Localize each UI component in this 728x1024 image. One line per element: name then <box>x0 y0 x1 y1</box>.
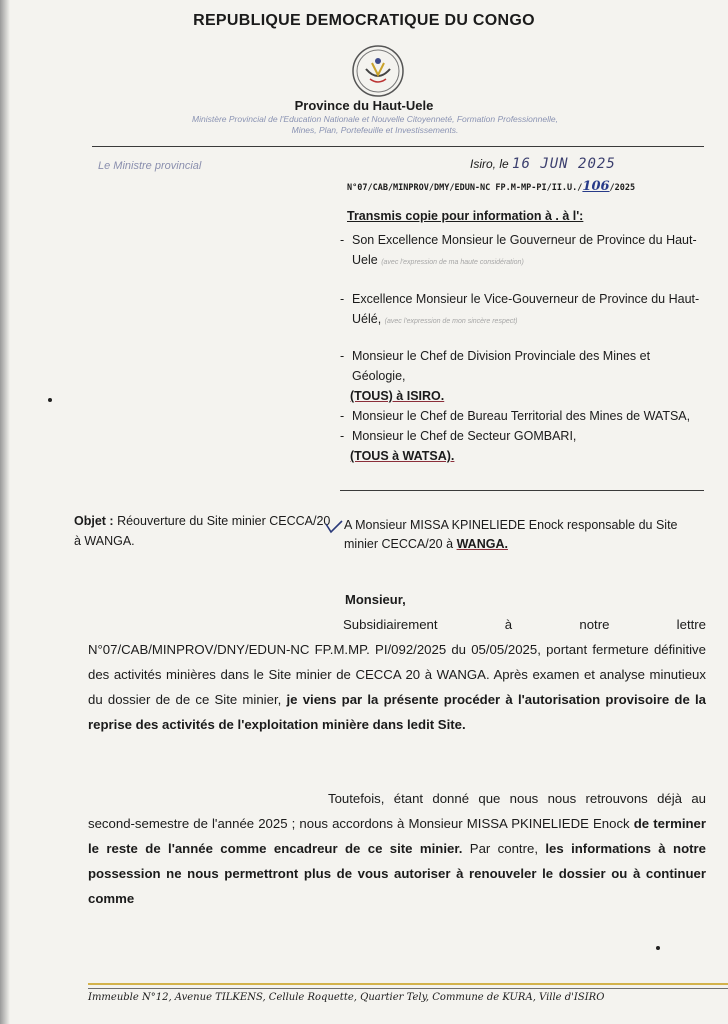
paragraph-2-bold-2: les informations à notre possession ne nous permettront plus de vous autoriser à renouveler le dossier ou à continuer comme <box>88 841 706 906</box>
ref-prefix: N°07/CAB/MINPROV/DMY/EDUN-NC FP.M-MP-PI/II.U./ <box>347 183 583 193</box>
paragraph-2-text: Toutefois, étant donné que nous nous retrouvons déjà au second-semestre de l'année 2025 ; nous accordons à Monsieur MISSA PKINELIEDE Enock <box>88 791 706 831</box>
ref-suffix: /2025 <box>609 183 636 193</box>
recipient-note: (avec l'expression de mon sincère respect) <box>384 318 518 325</box>
footer-rule-gold <box>88 983 728 985</box>
addressee-block <box>344 516 704 554</box>
ink-dot <box>48 398 52 402</box>
ministry-line-1: Ministère Provincial de l'Education Nationale et Nouvelle Citoyenneté, Formation Professionnelle, <box>192 114 558 124</box>
ministry-subtitle <box>95 114 655 136</box>
paragraph-1-text: Subsidiairement à notre lettre N°07/CAB/MINPROV/DNY/EDUN-NC FP.M.MP. PI/092/2025 du 05/05/2025, portant fermeture définitive des activités minières dans le Site minier de CECCA 20 à WANGA. Après examen et analyse minutieux du dossier de de ce Site minier, <box>88 617 706 707</box>
recipient-item: - Monsieur le Chef de Bureau Territorial des Mines de WATSA, <box>340 406 702 426</box>
date-prefix: Isiro, le <box>470 157 509 171</box>
recipients-divider <box>340 490 704 491</box>
footer-address: Immeuble N°12, Avenue TILKENS, Cellule Roquette, Quartier Tely, Commune de KURA, Ville d'ISIRO <box>88 992 605 1003</box>
subject-label: Objet : <box>74 514 114 528</box>
paragraph-1 <box>88 612 706 737</box>
recipient-item: - Excellence Monsieur le Vice-Gouverneur de Province du Haut-Uélé, (avec l'expression de mon sincère respect) <box>340 289 702 332</box>
check-mark-icon <box>325 520 343 534</box>
recipient-item: - Monsieur le Chef de Division Provinciale des Mines et Géologie, <box>340 346 702 386</box>
country-heading: REPUBLIQUE DEMOCRATIQUE DU CONGO <box>193 12 535 29</box>
recipient-list <box>340 230 702 466</box>
reference-number <box>347 179 635 194</box>
page-edge-shadow <box>0 0 10 1024</box>
ink-dot <box>656 946 660 950</box>
greeting: Monsieur, <box>345 592 406 607</box>
group-watsa: (TOUS à WATSA). <box>350 449 455 463</box>
ministry-line-2: Mines, Plan, Portefeuille et Investissements. <box>291 125 459 135</box>
group-isiro: (TOUS) à ISIRO. <box>350 389 445 403</box>
recipient-item: - Son Excellence Monsieur le Gouverneur de Province du Haut-Uele (avec l'expression de ma haute considération) <box>340 230 702 273</box>
header-divider <box>92 146 704 147</box>
footer-rule <box>88 988 728 989</box>
subject-block <box>74 511 334 551</box>
date-line <box>470 156 616 172</box>
subject-text: Réouverture du Site minier CECCA/20 à WANGA. <box>74 514 331 548</box>
paragraph-2-bold-1: de terminer le reste de l'année comme encadreur de ce site minier. <box>88 816 707 856</box>
minister-label: Le Ministre provincial <box>98 160 202 172</box>
copy-title: Transmis copie pour information à . à l': <box>347 209 584 223</box>
date-stamp: 16 JUN 2025 <box>512 156 616 172</box>
ref-handwritten: 106 <box>582 179 610 194</box>
province-heading: Province du Haut-Uele <box>294 98 434 113</box>
addressee-text: A Monsieur MISSA KPINELIEDE Enock responsable du Site minier CECCA/20 à <box>344 518 678 551</box>
paragraph-2-mid: Par contre, <box>469 841 538 856</box>
coat-of-arms-emblem <box>350 43 406 99</box>
recipient-note: (avec l'expression de ma haute considération) <box>381 259 524 266</box>
recipient-item: - Monsieur le Chef de Secteur GOMBARI, <box>340 426 702 446</box>
paragraph-2 <box>88 786 706 911</box>
addressee-place: WANGA. <box>456 537 508 551</box>
paragraph-1-bold: je viens par la présente procéder à l'autorisation provisoire de la reprise des activités de l'exploitation minière dans ledit Site. <box>88 692 706 732</box>
